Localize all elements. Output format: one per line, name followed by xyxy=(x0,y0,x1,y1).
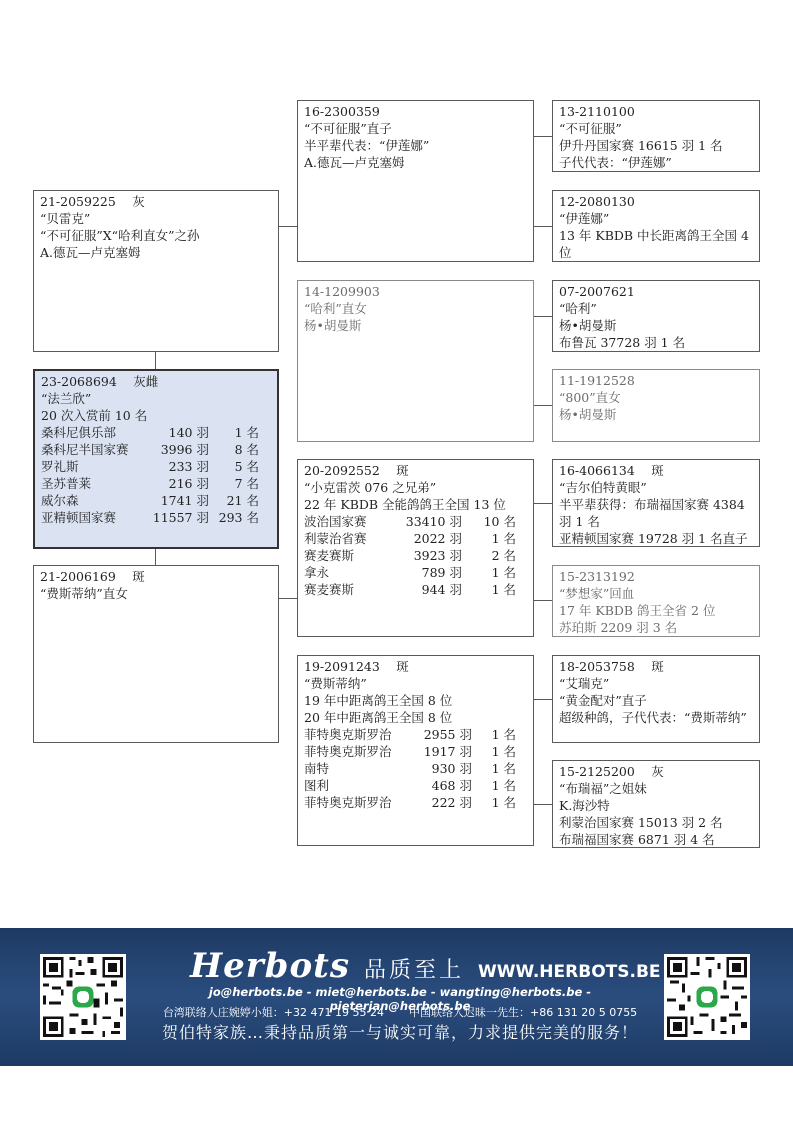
result-race: 波治国家赛 xyxy=(304,514,367,529)
contact-emails[interactable]: jo@herbots.be - miet@herbots.be - wangting@herbots.be - pieterjan@herbots.be xyxy=(208,985,592,1013)
pedigree-line: “不可征服”直子 xyxy=(304,121,392,136)
result-race: 南特 xyxy=(304,761,330,776)
pedigree-line: “哈利” xyxy=(559,301,597,316)
connector xyxy=(534,405,552,406)
result-place: 1 名 xyxy=(491,795,516,810)
result-place: 21 名 xyxy=(226,493,259,508)
race-result-row xyxy=(41,424,271,441)
result-race: 赛麦赛斯 xyxy=(304,548,355,563)
pedigree-line: 亚精顿国家赛 19728 羽 1 名直子 xyxy=(559,531,748,546)
ring-number: 20-2092552 斑 xyxy=(304,463,409,478)
connector xyxy=(534,699,552,700)
gg-box-5 xyxy=(552,459,760,547)
result-birds: 789 羽 xyxy=(421,565,462,580)
pedigree-line: A.德瓦—卢克塞姆 xyxy=(40,245,141,260)
pedigree-line: “费斯蒂纳” xyxy=(304,676,367,691)
ring-number: 15-2125200 灰 xyxy=(559,764,664,779)
result-birds: 11557 羽 xyxy=(152,510,209,525)
contact-taiwan: 台湾联络人庄婉婷小姐：+32 471 19 55 24 xyxy=(162,1006,384,1019)
pedigree-line: “黄金配对”直子 xyxy=(559,693,647,708)
result-place: 1 名 xyxy=(491,565,516,580)
pedigree-line: “800”直女 xyxy=(559,390,621,405)
pedigree-line: “吉尔伯特黄眼” xyxy=(559,480,647,495)
result-place: 293 名 xyxy=(218,510,259,525)
brand-header xyxy=(190,946,661,986)
connector xyxy=(155,352,156,369)
connector xyxy=(279,598,297,599)
pedigree-line: “费斯蒂纳”直女 xyxy=(40,586,128,601)
connector xyxy=(155,549,156,565)
race-result-row xyxy=(304,564,527,581)
slogan: 品质至上 xyxy=(363,958,464,983)
result-place: 1 名 xyxy=(491,727,516,742)
race-result-row xyxy=(41,492,271,509)
pedigree-line: 超级种鸽，子代代表：“费斯蒂纳” xyxy=(559,710,747,725)
ring-number: 11-1912528 xyxy=(559,373,635,388)
race-result-row xyxy=(304,794,527,811)
result-race: 桑科尼俱乐部 xyxy=(41,425,117,440)
ring-number: 21-2006169 斑 xyxy=(40,569,145,584)
result-place: 5 名 xyxy=(234,459,259,474)
pedigree-line: 20 次入赏前 10 名 xyxy=(41,408,148,423)
pedigree-line: 13 年 KBDB 中长距离鸽王全国 4 位 xyxy=(559,228,749,260)
result-place: 1 名 xyxy=(491,761,516,776)
ring-number: 14-1209903 xyxy=(304,284,380,299)
result-birds: 233 羽 xyxy=(168,459,209,474)
result-race: 图利 xyxy=(304,778,330,793)
pedigree-line: “伊莲娜” xyxy=(559,211,610,226)
result-birds: 216 羽 xyxy=(168,476,209,491)
pedigree-line: 半平辈代表：“伊莲娜” xyxy=(304,138,430,153)
result-birds: 1741 羽 xyxy=(160,493,209,508)
race-result-row xyxy=(304,513,527,530)
result-race: 菲特奥克斯罗治 xyxy=(304,795,392,810)
dam-sire-box xyxy=(297,459,534,637)
ring-number: 23-2068694 灰雌 xyxy=(41,374,159,389)
pedigree-line: 利蒙治国家赛 15013 羽 2 名 xyxy=(559,815,723,830)
result-place: 1 名 xyxy=(491,778,516,793)
race-result-row xyxy=(304,581,527,598)
result-race: 菲特奥克斯罗治 xyxy=(304,727,392,742)
contact-china: 中国联络人迟昧一先生：+86 131 20 5 0755 xyxy=(409,1006,638,1019)
result-birds: 930 羽 xyxy=(431,761,472,776)
gg-box-4 xyxy=(552,369,760,442)
result-race: 拿永 xyxy=(304,565,330,580)
connector xyxy=(534,600,552,601)
connector xyxy=(534,226,552,227)
result-place: 8 名 xyxy=(234,442,259,457)
ring-number: 07-2007621 xyxy=(559,284,635,299)
result-race: 桑科尼半国家赛 xyxy=(41,442,129,457)
connector xyxy=(279,226,297,227)
connector xyxy=(534,136,552,137)
result-place: 10 名 xyxy=(483,514,516,529)
ring-number: 16-2300359 xyxy=(304,104,380,119)
pedigree-line: 19 年中距离鸽王全国 8 位 xyxy=(304,693,453,708)
race-result-row xyxy=(41,475,271,492)
connector xyxy=(534,503,552,504)
result-birds: 140 羽 xyxy=(168,425,209,440)
result-place: 7 名 xyxy=(234,476,259,491)
pedigree-line: 17 年 KBDB 鸽王全省 2 位 xyxy=(559,603,716,618)
pedigree-line: 20 年中距离鸽王全国 8 位 xyxy=(304,710,453,725)
pedigree-line: 伊升丹国家赛 16615 羽 1 名 xyxy=(559,138,723,153)
ring-number: 15-2313192 xyxy=(559,569,635,584)
pedigree-line: “布瑞福”之姐妹 xyxy=(559,781,647,796)
result-birds: 3923 羽 xyxy=(413,548,462,563)
result-birds: 2955 羽 xyxy=(423,727,472,742)
result-race: 威尔森 xyxy=(41,493,79,508)
pedigree-line: 22 年 KBDB 全能鸽鸽王全国 13 位 xyxy=(304,497,506,512)
ring-number: 13-2110100 xyxy=(559,104,635,119)
contact-phones xyxy=(130,1004,670,1020)
ring-number: 21-2059225 灰 xyxy=(40,194,145,209)
race-result-row xyxy=(41,441,271,458)
ring-number: 18-2053758 斑 xyxy=(559,659,664,674)
result-birds: 33410 羽 xyxy=(405,514,462,529)
result-place: 1 名 xyxy=(234,425,259,440)
pedigree-line: “小克雷茨 076 之兄弟” xyxy=(304,480,437,495)
pedigree-line: 杨•胡曼斯 xyxy=(559,407,617,422)
gg-box-2 xyxy=(552,190,760,262)
pedigree-line: K.海沙特 xyxy=(559,798,610,813)
subject-box xyxy=(33,369,279,549)
pedigree-line: 半平辈获得：布瑞福国家赛 4384 羽 1 名 xyxy=(559,497,745,529)
result-place: 2 名 xyxy=(491,548,516,563)
race-result-row xyxy=(304,777,527,794)
race-result-row xyxy=(304,547,527,564)
pedigree-line: A.德瓦—卢克塞姆 xyxy=(304,155,405,170)
line-qr-code-icon xyxy=(40,954,126,1040)
pedigree-line: “法兰欣” xyxy=(41,391,92,406)
race-result-row xyxy=(41,458,271,475)
pedigree-line: 布瑞福国家赛 6871 羽 4 名 xyxy=(559,832,715,847)
pedigree-line: 子代代表：“伊莲娜” xyxy=(559,155,672,170)
race-result-row xyxy=(41,509,271,526)
result-birds: 2022 羽 xyxy=(413,531,462,546)
ring-number: 16-4066134 斑 xyxy=(559,463,664,478)
dam-box xyxy=(33,565,279,743)
result-place: 1 名 xyxy=(491,744,516,759)
herbots-logo: Herbots xyxy=(190,946,350,986)
footer-banner xyxy=(0,928,793,1066)
connector xyxy=(534,316,552,317)
gg-box-6 xyxy=(552,565,760,637)
result-race: 圣苏普莱 xyxy=(41,476,92,491)
result-race: 菲特奥克斯罗治 xyxy=(304,744,392,759)
result-birds: 3996 羽 xyxy=(160,442,209,457)
result-place: 1 名 xyxy=(491,582,516,597)
ring-number: 12-2080130 xyxy=(559,194,635,209)
result-race: 利蒙治省赛 xyxy=(304,531,367,546)
gg-box-7 xyxy=(552,655,760,743)
gg-box-1 xyxy=(552,100,760,172)
pedigree-line: “不可征服”X“哈利直女”之孙 xyxy=(40,228,200,243)
sire-dam-box xyxy=(297,280,534,442)
tagline: 贺伯特家族…秉持品质第一与诚实可靠，力求提供完美的服务！ xyxy=(161,1023,638,1042)
result-race: 亚精顿国家赛 xyxy=(41,510,117,525)
result-place: 1 名 xyxy=(491,531,516,546)
sire-sire-box xyxy=(297,100,534,262)
race-result-row xyxy=(304,743,527,760)
pedigree-line: “艾瑞克” xyxy=(559,676,610,691)
pedigree-line: “贝雷克” xyxy=(40,211,91,226)
pedigree-line: 杨•胡曼斯 xyxy=(559,318,617,333)
result-birds: 222 羽 xyxy=(431,795,472,810)
gg-box-8 xyxy=(552,760,760,848)
pedigree-line: 杨•胡曼斯 xyxy=(304,318,362,333)
pedigree-line: “梦想家”回血 xyxy=(559,586,635,601)
connector xyxy=(534,804,552,805)
pedigree-line: “哈利”直女 xyxy=(304,301,367,316)
pedigree-line: “不可征服” xyxy=(559,121,622,136)
result-race: 赛麦赛斯 xyxy=(304,582,355,597)
dam-dam-box xyxy=(297,655,534,846)
race-result-row xyxy=(304,530,527,547)
wechat-qr-code-icon xyxy=(664,954,750,1040)
race-result-row xyxy=(304,760,527,777)
result-birds: 468 羽 xyxy=(431,778,472,793)
gg-box-3 xyxy=(552,280,760,352)
website-link[interactable]: WWW.HERBOTS.BE xyxy=(477,962,661,982)
sire-box xyxy=(33,190,279,352)
race-result-row xyxy=(304,726,527,743)
pedigree-line: 布鲁瓦 37728 羽 1 名 xyxy=(559,335,686,350)
pedigree-line: 苏珀斯 2209 羽 3 名 xyxy=(559,620,678,635)
result-birds: 944 羽 xyxy=(421,582,462,597)
ring-number: 19-2091243 斑 xyxy=(304,659,409,674)
result-race: 罗礼斯 xyxy=(41,459,79,474)
result-birds: 1917 羽 xyxy=(423,744,472,759)
